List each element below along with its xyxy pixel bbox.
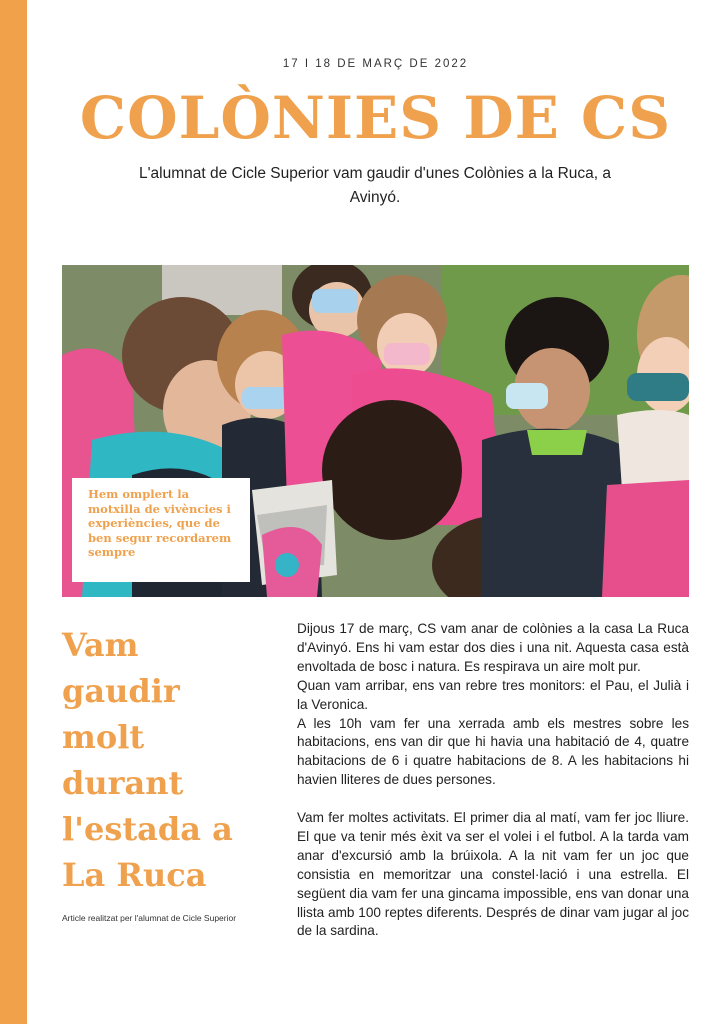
article-credit: Article realitzat per l'alumnat de Cicle Superior xyxy=(62,913,237,923)
photo-caption-box xyxy=(72,478,250,582)
paragraph-spacer xyxy=(297,790,689,809)
group-photo xyxy=(62,265,689,597)
article-paragraph: Dijous 17 de març, CS vam anar de colònies a la casa La Ruca d'Avinyó. Ens hi vam estar dos dies i una nit. Aquesta casa està envoltada de bosc i natura. Es respirava un aire molt pur. xyxy=(297,621,689,674)
event-date: 17 I 18 DE MARÇ DE 2022 xyxy=(282,58,469,70)
article-headline: Vam gaudir molt durant l'estada a La Ruca xyxy=(62,626,233,894)
page-subtitle: L'alumnat de Cicle Superior vam gaudir d'unes Colònies a la Ruca, a Avinyó. xyxy=(138,165,612,206)
article-paragraph: Quan vam arribar, ens van rebre tres monitors: el Pau, el Julià i la Veronica. xyxy=(297,677,689,712)
side-accent-bar xyxy=(0,0,27,1024)
article-paragraph: Vam fer moltes activitats. El primer dia al matí, vam fer joc lliure. El que va tenir més èxit va ser el volei i el futbol. A la tarda vam anar d'excursió amb la brúixola. A la nit vam fer un joc que consistia en memoritzar una constel·lació i una estrella. El següent dia vam fer una gincama impossible, ens van donar una llista amb 100 reptes diferents. Després de dinar vam jugar al joc de la sardina. xyxy=(297,810,689,939)
page-title: COLÒNIES DE CS xyxy=(79,84,672,152)
article-body xyxy=(297,620,689,941)
photo-caption: Hem omplert la motxilla de vivències i experiències, que de ben segur recordarem sempre xyxy=(88,487,232,559)
article-paragraph: A les 10h vam fer una xerrada amb els mestres sobre les habitacions, ens van dir que hi havia una habitació de 4, quatre habitacions de 6 i quatre habitacions de 8. A les habitacions hi havien lliteres de dues persones. xyxy=(297,715,689,788)
